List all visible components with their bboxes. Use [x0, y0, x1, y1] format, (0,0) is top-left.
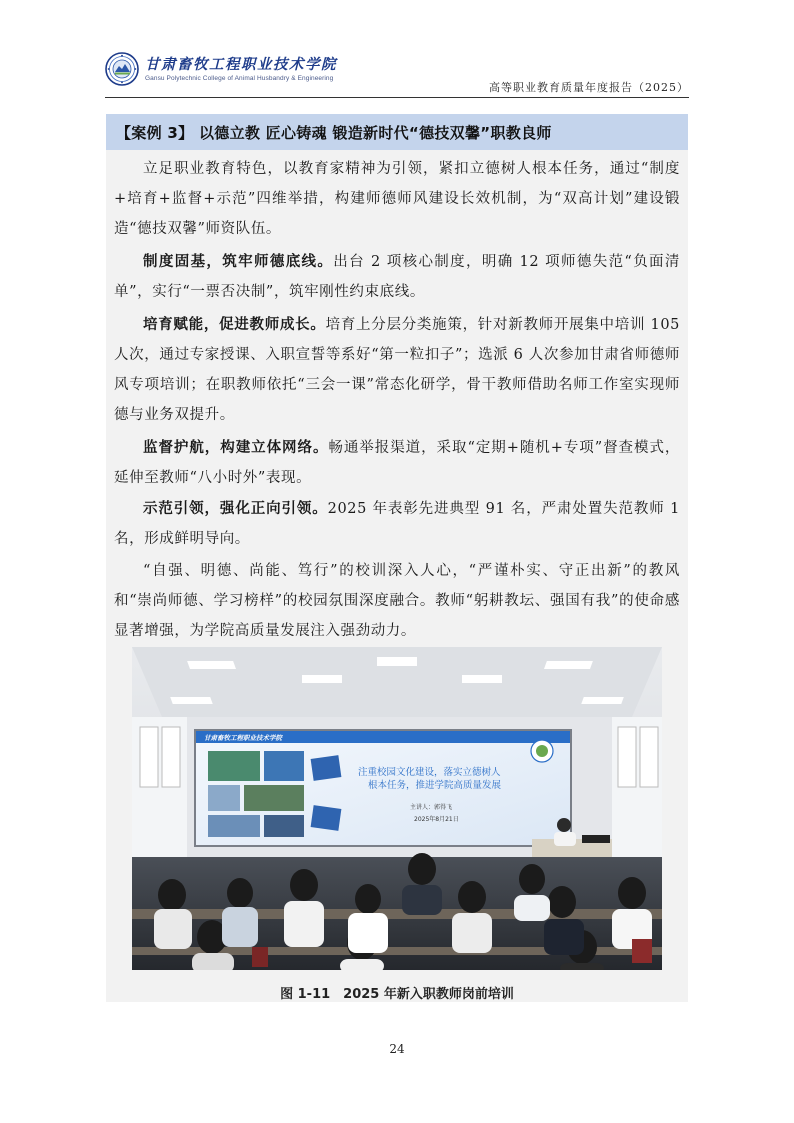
- college-name-en: Gansu Polytechnic College of Animal Husbandry & Engineering: [145, 74, 334, 82]
- page-number: 24: [389, 1042, 405, 1056]
- case-title: 【案例 3】 以德立教 匠心铸魂 锻造新时代“德技双馨”职教良师: [116, 124, 552, 142]
- paragraph-text: 畅通举报渠道，采取“定期+随机+专项”督查模式，延伸至教师“八小时外”表现。: [114, 440, 680, 486]
- page-header: [105, 52, 689, 98]
- case-box: [106, 114, 688, 1002]
- paragraph-text: 出台 2 项核心制度，明确 12 项师德失范“负面清单”，实行“一票否决制”，筑牢刚性约束底线。: [114, 254, 681, 300]
- paragraph-text: 培育上分层分类施策，针对新教师开展集中培训 105 人次，通过专家授课、入职宣誓等系好“第一粒扣子”；选派 6 人次参加甘肃省师德师风专项培训；在职教师依托“三会一课”常态化研学，骨干教师借助名师工作室实现师德与业务双提升。: [114, 317, 680, 423]
- case-paragraph-training: [114, 310, 680, 430]
- training-photo: [132, 647, 662, 970]
- screen-date: 2025年8月21日: [414, 816, 459, 823]
- report-title: 高等职业教育质量年度报告（2025）: [489, 81, 689, 94]
- paragraph-text: 2025 年表彰先进典型 91 名，严肃处置失范教师 1 名，形成鲜明导向。: [114, 501, 681, 547]
- paragraph-text: 立足职业教育特色，以教育家精神为引领，紧扣立德树人根本任务，通过“制度+培育+监督+示范”四维举措，构建师德师风建设长效机制，为“双高计划”建设锻造“德技双馨”师资队伍。: [114, 161, 680, 237]
- case-title-bar: [106, 114, 688, 150]
- paragraph-lead: 培育赋能，促进教师成长。: [143, 317, 326, 333]
- case-paragraph-system: [114, 247, 680, 307]
- screen-title-line2: 根本任务，推进学院高质量发展: [368, 780, 502, 791]
- screen-speaker: 主讲人：郭得飞: [410, 804, 453, 811]
- case-paragraph-exemplar: [114, 494, 680, 554]
- case-paragraph-conclusion: [114, 556, 680, 646]
- paragraph-lead: 监督护航，构建立体网络。: [143, 440, 329, 456]
- paragraph-lead: 制度固基，筑牢师德底线。: [143, 254, 334, 270]
- college-seal-icon: [105, 52, 139, 86]
- case-paragraph-supervision: [114, 433, 680, 493]
- college-name-cn: 甘肃畜牧工程职业技术学院: [145, 55, 337, 73]
- photo-caption: 图 1-11 2025 年新入职教师岗前培训: [280, 987, 514, 1002]
- screen-title-line1: 注重校园文化建设，落实立德树人: [358, 767, 501, 778]
- case-paragraph-intro: [114, 154, 680, 244]
- paragraph-text: “自强、明德、尚能、笃行”的校训深入人心，“严谨朴实、守正出新”的教风和“崇尚师德、学习榜样”的校园氛围深度融合。教师“躬耕教坛、强国有我”的使命感显著增强，为学院高质量发展注入强劲动力。: [114, 563, 680, 639]
- paragraph-lead: 示范引领，强化正向引领。: [143, 501, 328, 517]
- college-logo: [105, 52, 337, 86]
- header-divider: [105, 97, 689, 98]
- training-photo-illustration: [132, 647, 662, 970]
- screen-header: 甘肃畜牧工程职业技术学院: [204, 734, 282, 742]
